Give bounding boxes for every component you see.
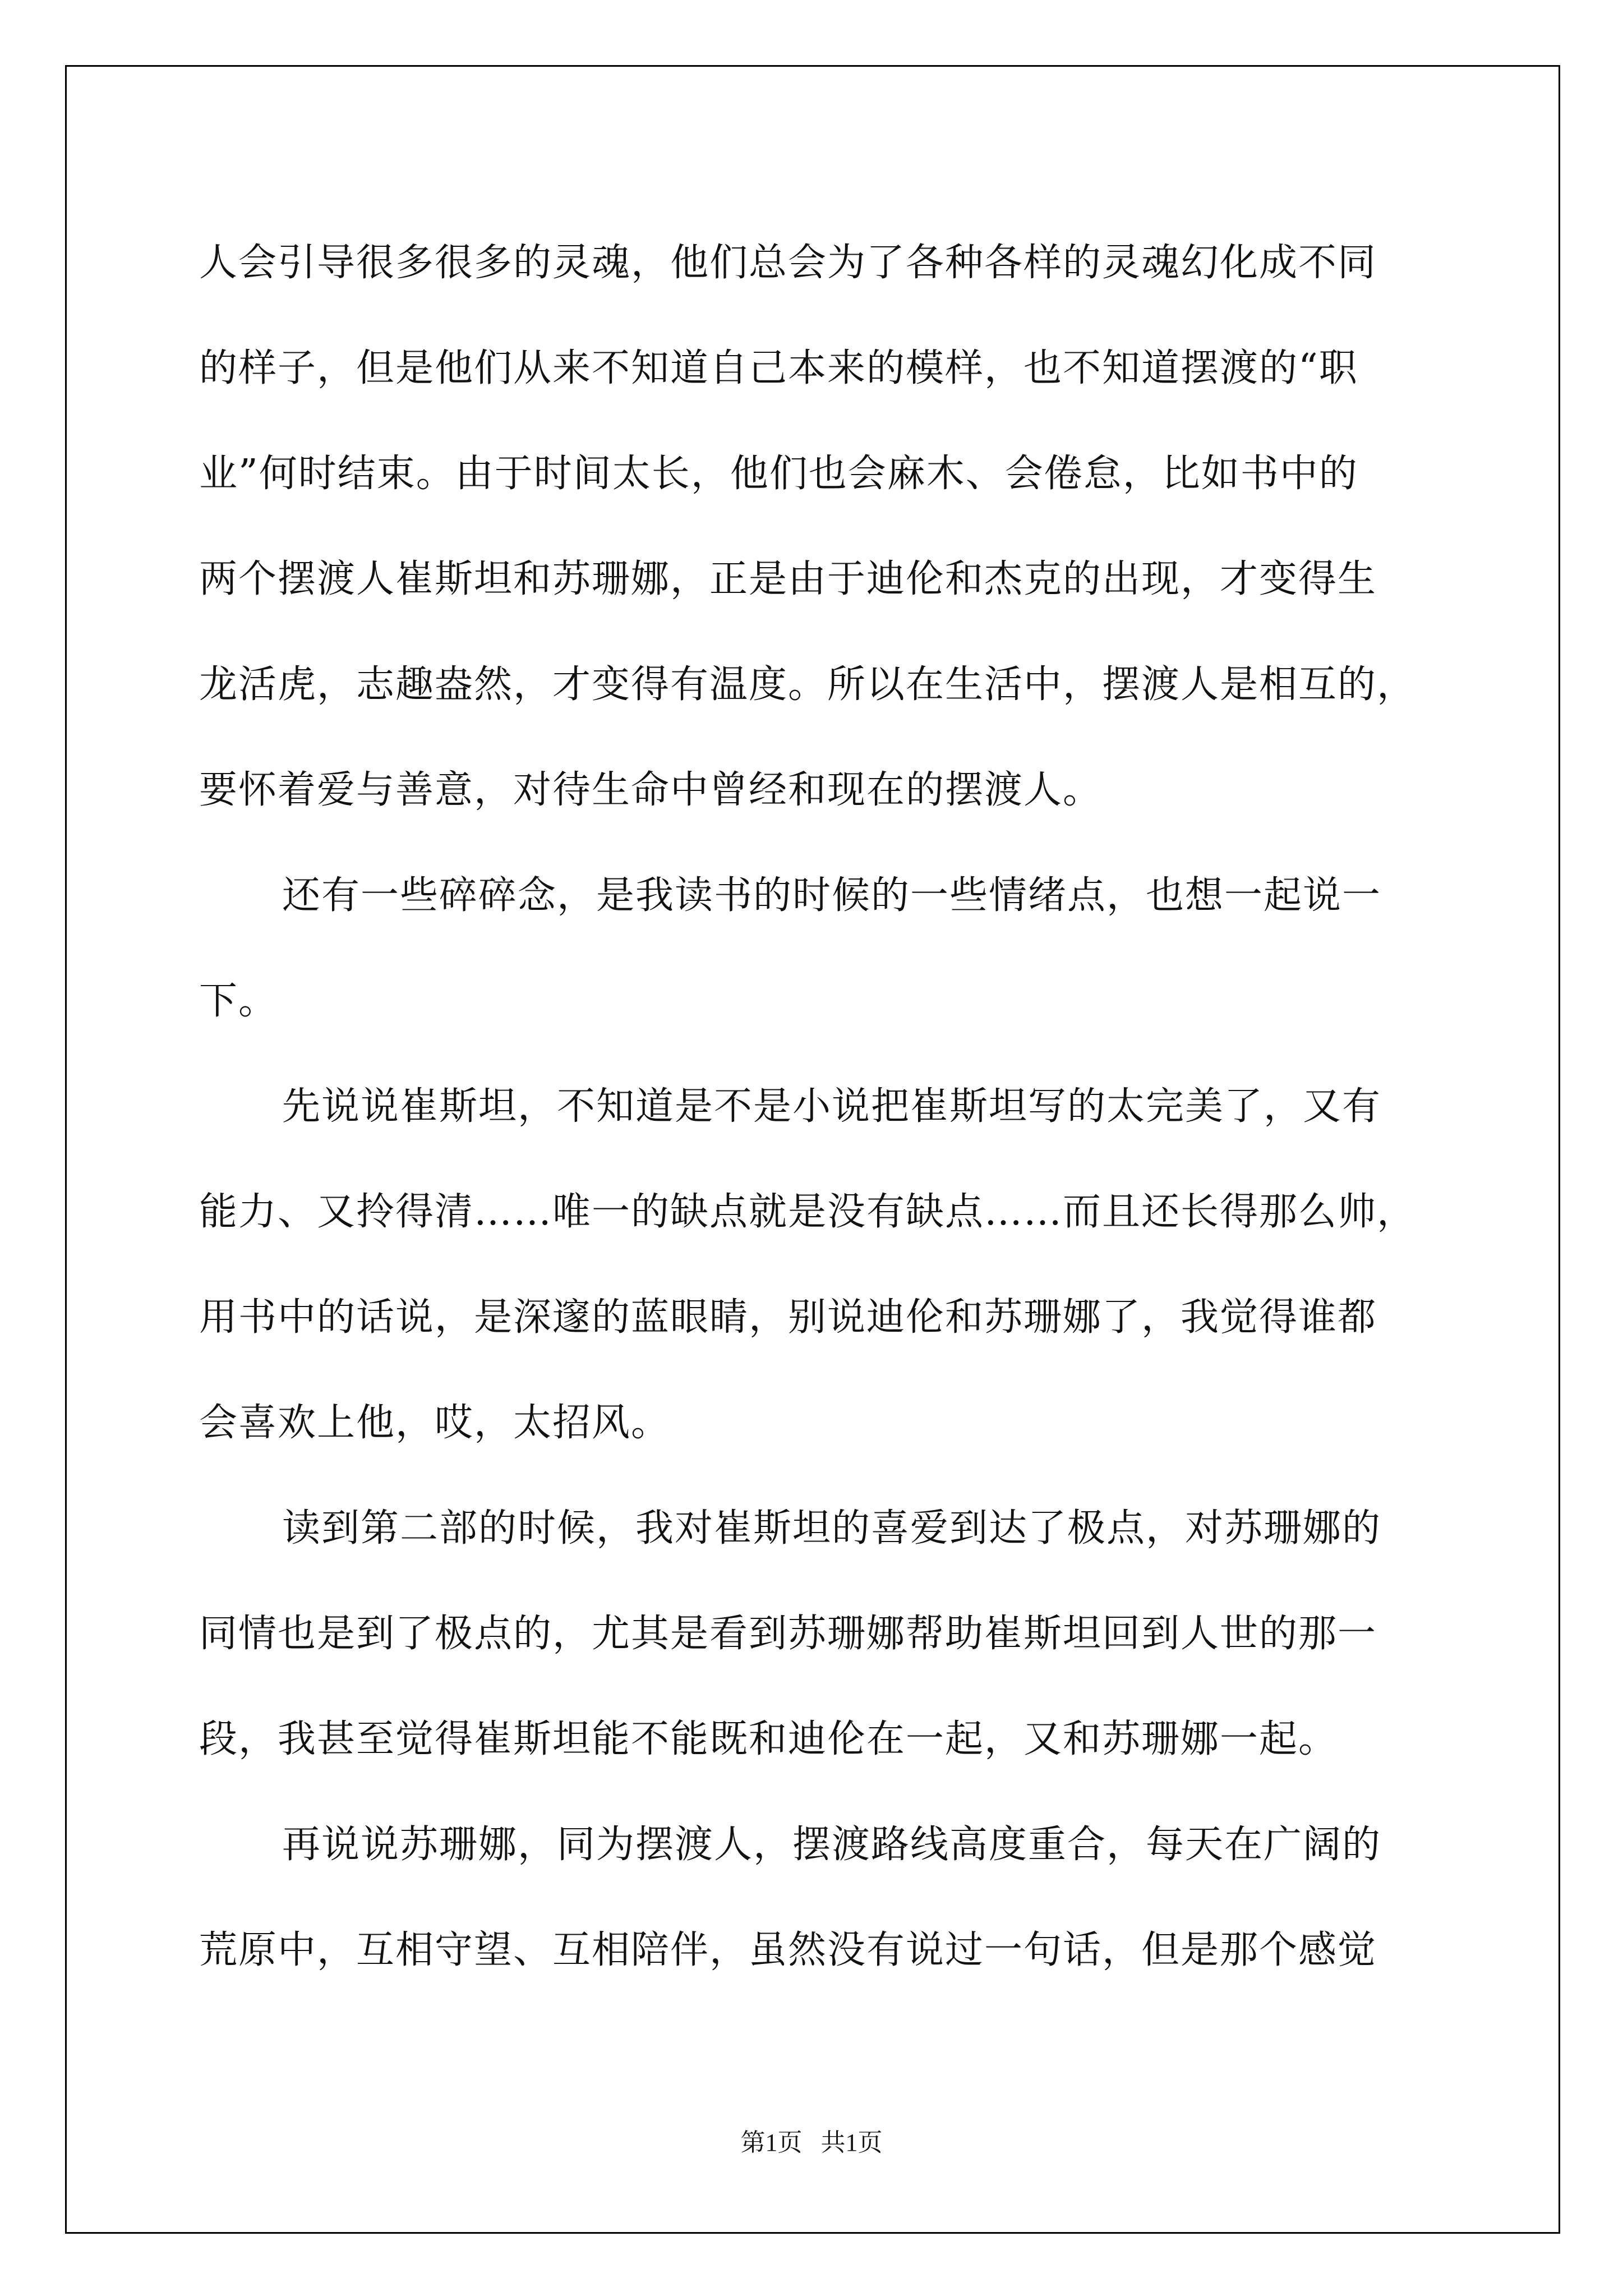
text-line: 荒原中，互相守望、互相陪伴，虽然没有说过一句话，但是那个感觉 — [199, 1928, 1377, 1972]
page-number: 第1页 — [740, 2129, 803, 2156]
text-line: 用书中的话说，是深邃的蓝眼睛，别说迪伦和苏珊娜了，我觉得谁都 — [199, 1295, 1377, 1340]
text-line: 业”何时结束。由于时间太长，他们也会麻木、会倦怠，比如书中的 — [199, 452, 1358, 496]
text-line: 龙活虎，志趣盎然，才变得有温度。所以在生活中，摆渡人是相互的， — [199, 662, 1417, 707]
text-line: 段，我甚至觉得崔斯坦能不能既和迪伦在一起，又和苏珊娜一起。 — [199, 1717, 1338, 1761]
text-line: 同情也是到了极点的，尤其是看到苏珊娜帮助崔斯坦回到人世的那一 — [199, 1612, 1377, 1656]
document-body — [199, 210, 1450, 2003]
text-line: 人会引导很多很多的灵魂，他们总会为了各种各样的灵魂幻化成不同 — [199, 241, 1377, 285]
paragraph-first-line: 还有一些碎碎念，是我读书的时候的一些情绪点，也想一起说一 — [282, 873, 1382, 918]
text-line: 下。 — [199, 979, 278, 1023]
page-footer — [0, 2126, 1623, 2160]
paragraph-first-line: 先说说崔斯坦，不知道是不是小说把崔斯坦写的太完美了，又有 — [282, 1084, 1382, 1129]
paragraph-first-line: 再说说苏珊娜，同为摆渡人，摆渡路线高度重合，每天在广阔的 — [282, 1823, 1382, 1867]
text-line: 两个摆渡人崔斯坦和苏珊娜，正是由于迪伦和杰克的出现，才变得生 — [199, 557, 1377, 601]
text-line: 要怀着爱与善意，对待生命中曾经和现在的摆渡人。 — [199, 768, 1103, 812]
page-total: 共1页 — [820, 2129, 883, 2156]
paragraph-first-line: 读到第二部的时候，我对崔斯坦的喜爱到达了极点，对苏珊娜的 — [282, 1506, 1382, 1550]
text-line: 的样子，但是他们从来不知道自己本来的模样，也不知道摆渡的“职 — [199, 346, 1358, 390]
text-line: 会喜欢上他，哎，太招风。 — [199, 1401, 671, 1445]
text-line: 能力、又拎得清……唯一的缺点就是没有缺点……而且还长得那么帅， — [199, 1190, 1417, 1234]
